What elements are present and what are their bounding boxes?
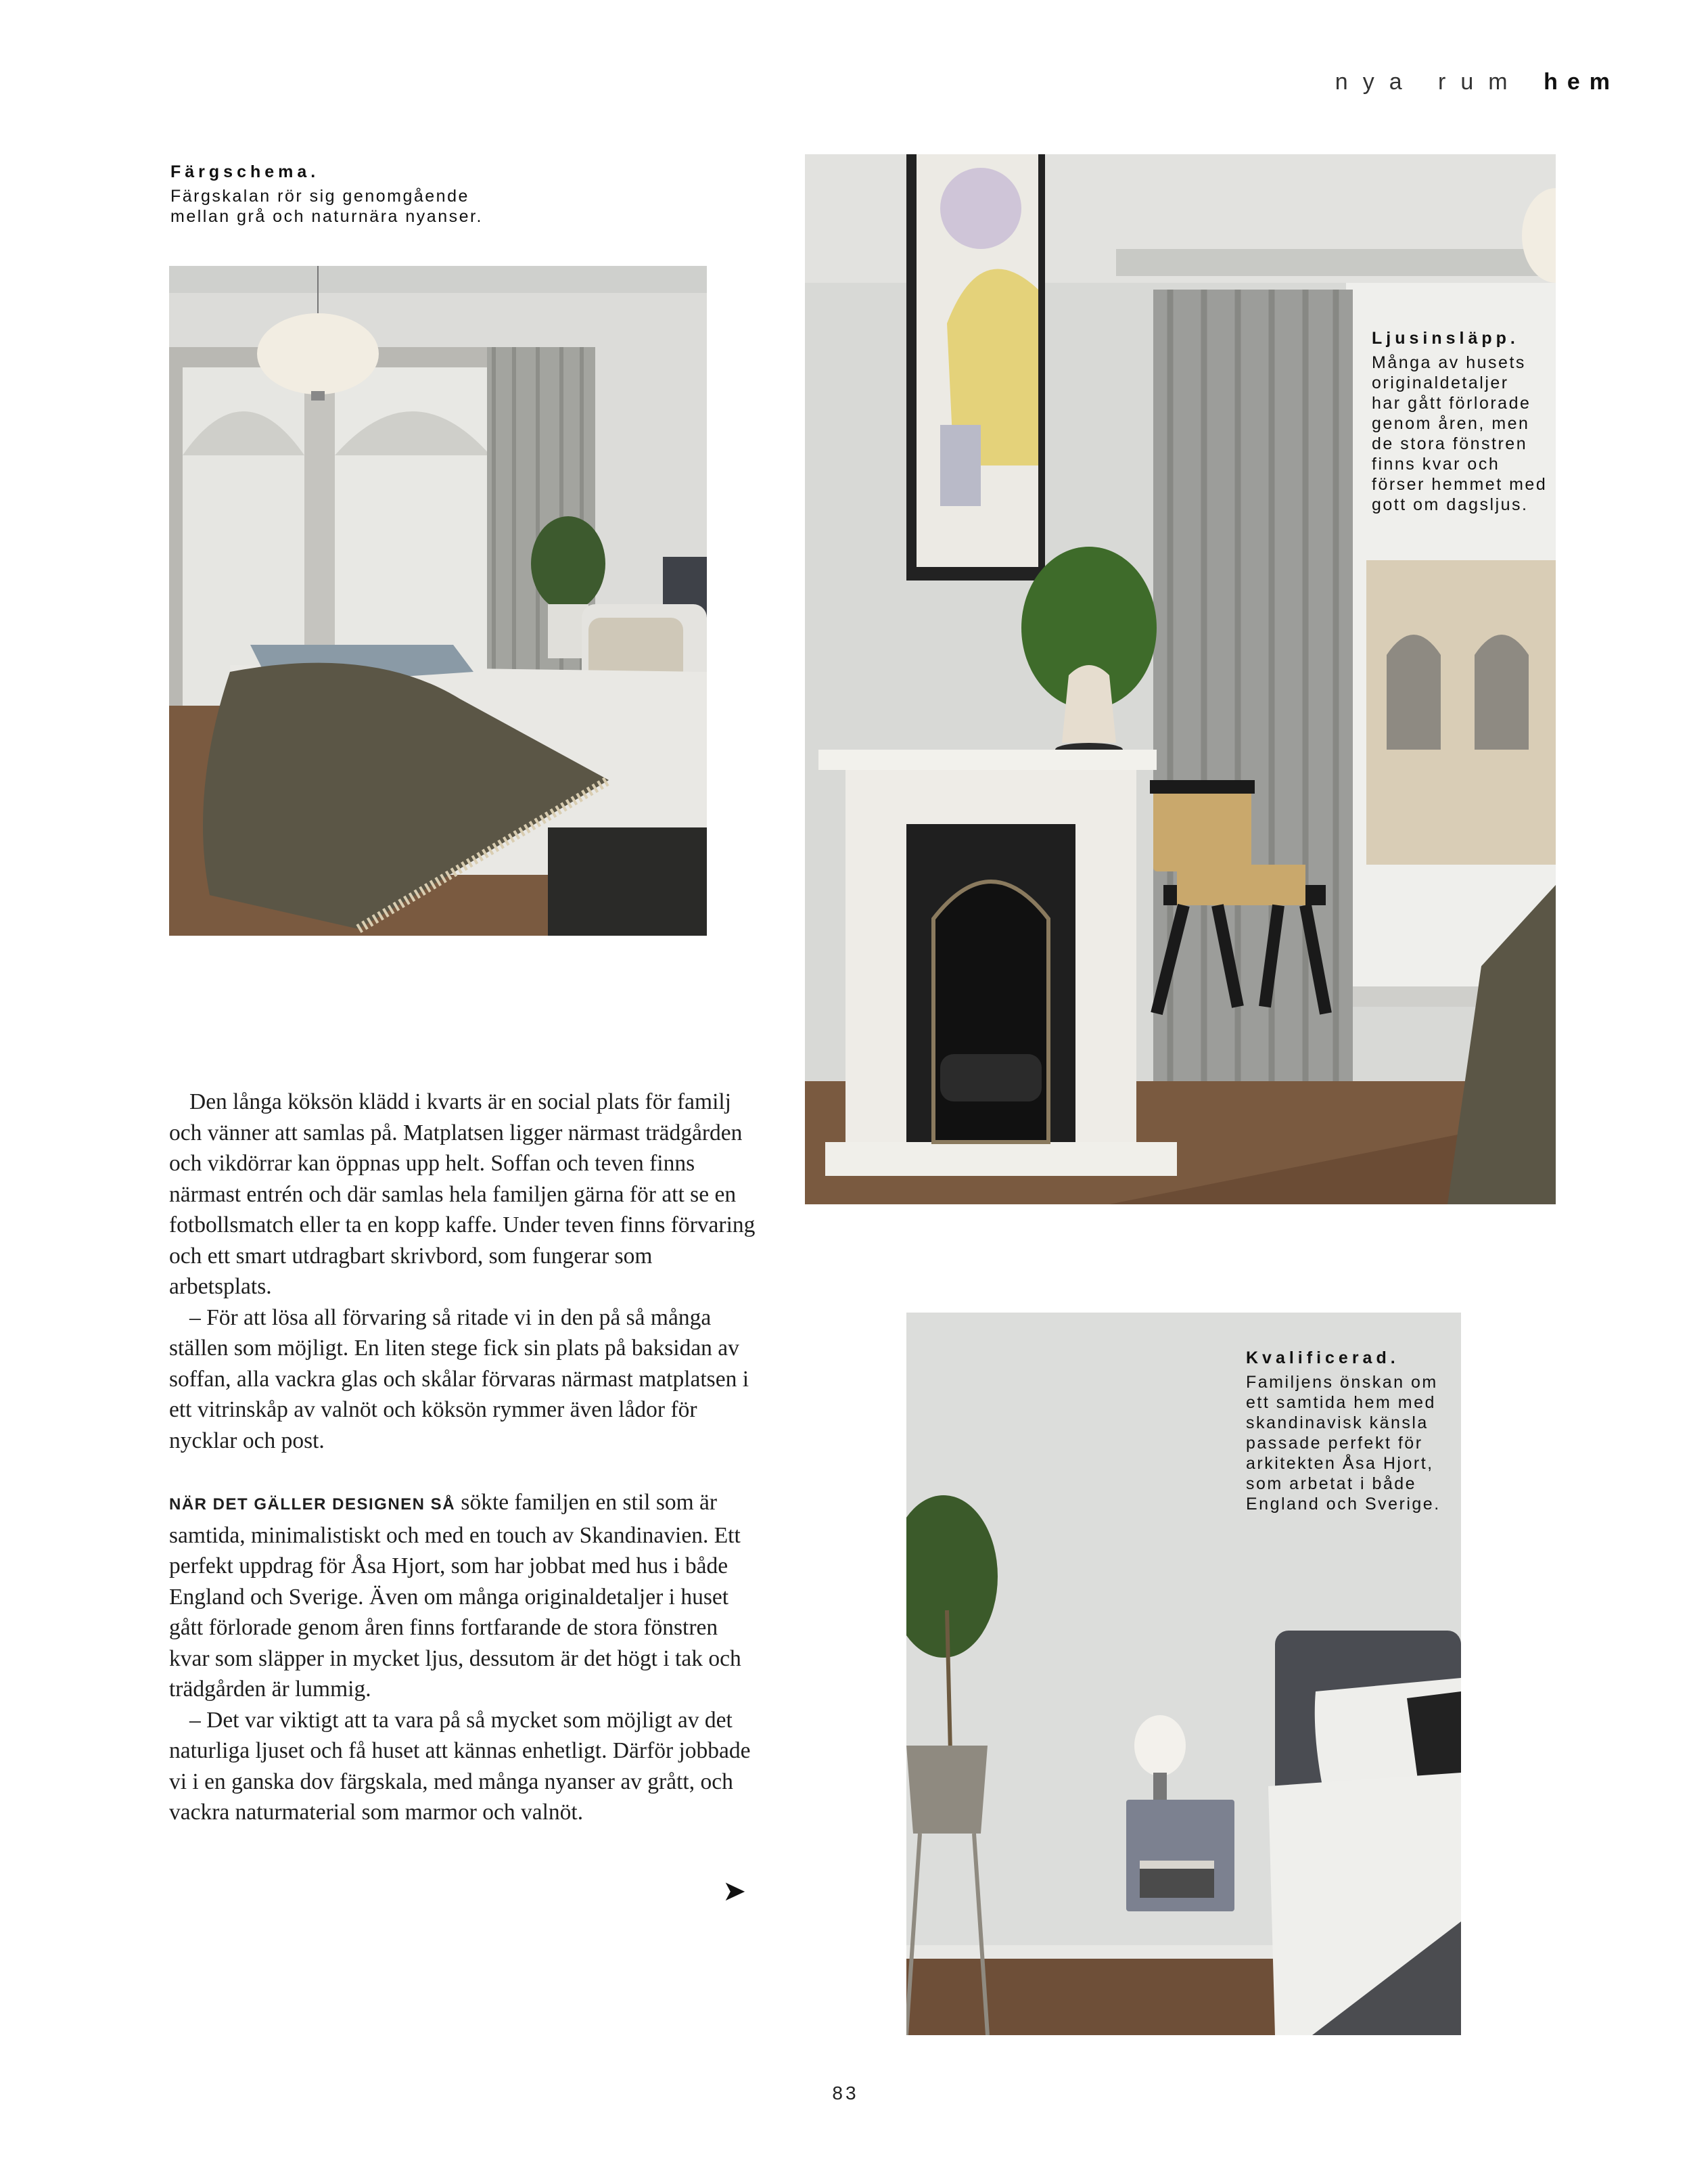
running-header [1335,69,1619,95]
magazine-brand: hem [1544,69,1619,95]
caption-qualified [1246,1348,1449,1514]
photo-fireplace [805,154,1556,1204]
paragraph-2: – För att lösa all förvaring så ritade vi in den på så många ställen som möjligt. En liten stege fick sin plats på baksidan av soffan, alla vackra glas och skålar förvaras närmast matplatsen i ett vitrinskåp av valnöt och köksön rymmer även lådor för nycklar och post. [169,1304,749,1453]
bedroom-illustration [169,266,707,936]
caption-body: Färgskalan rör sig genomgående mellan grå och naturnära nyanser. [170,187,483,226]
photo-bedroom [169,266,707,936]
caption-color-scheme [170,162,549,227]
paragraph-3 [169,1487,758,1705]
paragraph-4: – Det var viktigt att ta vara på så mycket som möjligt av det naturliga ljuset och få huset att kännas enhetligt. Därför jobbade vi i en ganska dov färgskala, med många nyanser av grått, och vackra naturmaterial som marmor och valnöt. [169,1707,751,1825]
caption-body: Många av husets originaldetaljer har gått förlorade genom åren, men de stora fönstren finns kvar och förser hemmet med gott om dagsljus. [1372,353,1548,514]
fireplace-illustration [805,154,1556,1204]
caption-title: Ljusinsläpp. [1372,329,1519,348]
page-number: 83 [832,2083,859,2103]
paragraph-3-text: sökte familjen en stil som är samtida, minimalistiskt och med en touch av Skandinavien. Ett perfekt uppdrag för Åsa Hjort, som har jobbat med hus i både England och Sverige. Även om många originaldetaljer i huset gått förlorade genom åren finns fortfarande de stora fönstren kvar som släpper in mycket ljus, dessutom är det högt i tak och trädgården är lummig. [169,1490,741,1702]
paragraph-1: Den långa köksön klädd i kvarts är en social plats för familj och vänner att samlas på. Matplatsen ligger närmast trädgården och vikdörrar kan öppnas upp helt. Soffan och teven finns närmast entrén och där samlas hela familjen gärna för att se en fotbollsmatch eller ta en kopp kaffe. Under teven finns förvaring och ett smart utdragbart skrivbord, som fungerar som arbetsplats. [169,1089,756,1299]
caption-body: Familjens önskan om ett samtida hem med skandinavisk känsla passade perfekt för arkitekten Åsa Hjort, som arbetat i både England och Sverige. [1246,1373,1441,1514]
caption-title: Färgschema. [170,162,320,181]
caption-title: Kvalificerad. [1246,1348,1399,1367]
caption-light [1372,329,1561,515]
paragraph-lead-in: NÄR DET GÄLLER DESIGNEN SÅ [169,1495,456,1514]
section-name: nya rum [1335,69,1523,95]
article-body [169,1087,758,1828]
continue-arrow-icon: ➤ [722,1874,747,1907]
